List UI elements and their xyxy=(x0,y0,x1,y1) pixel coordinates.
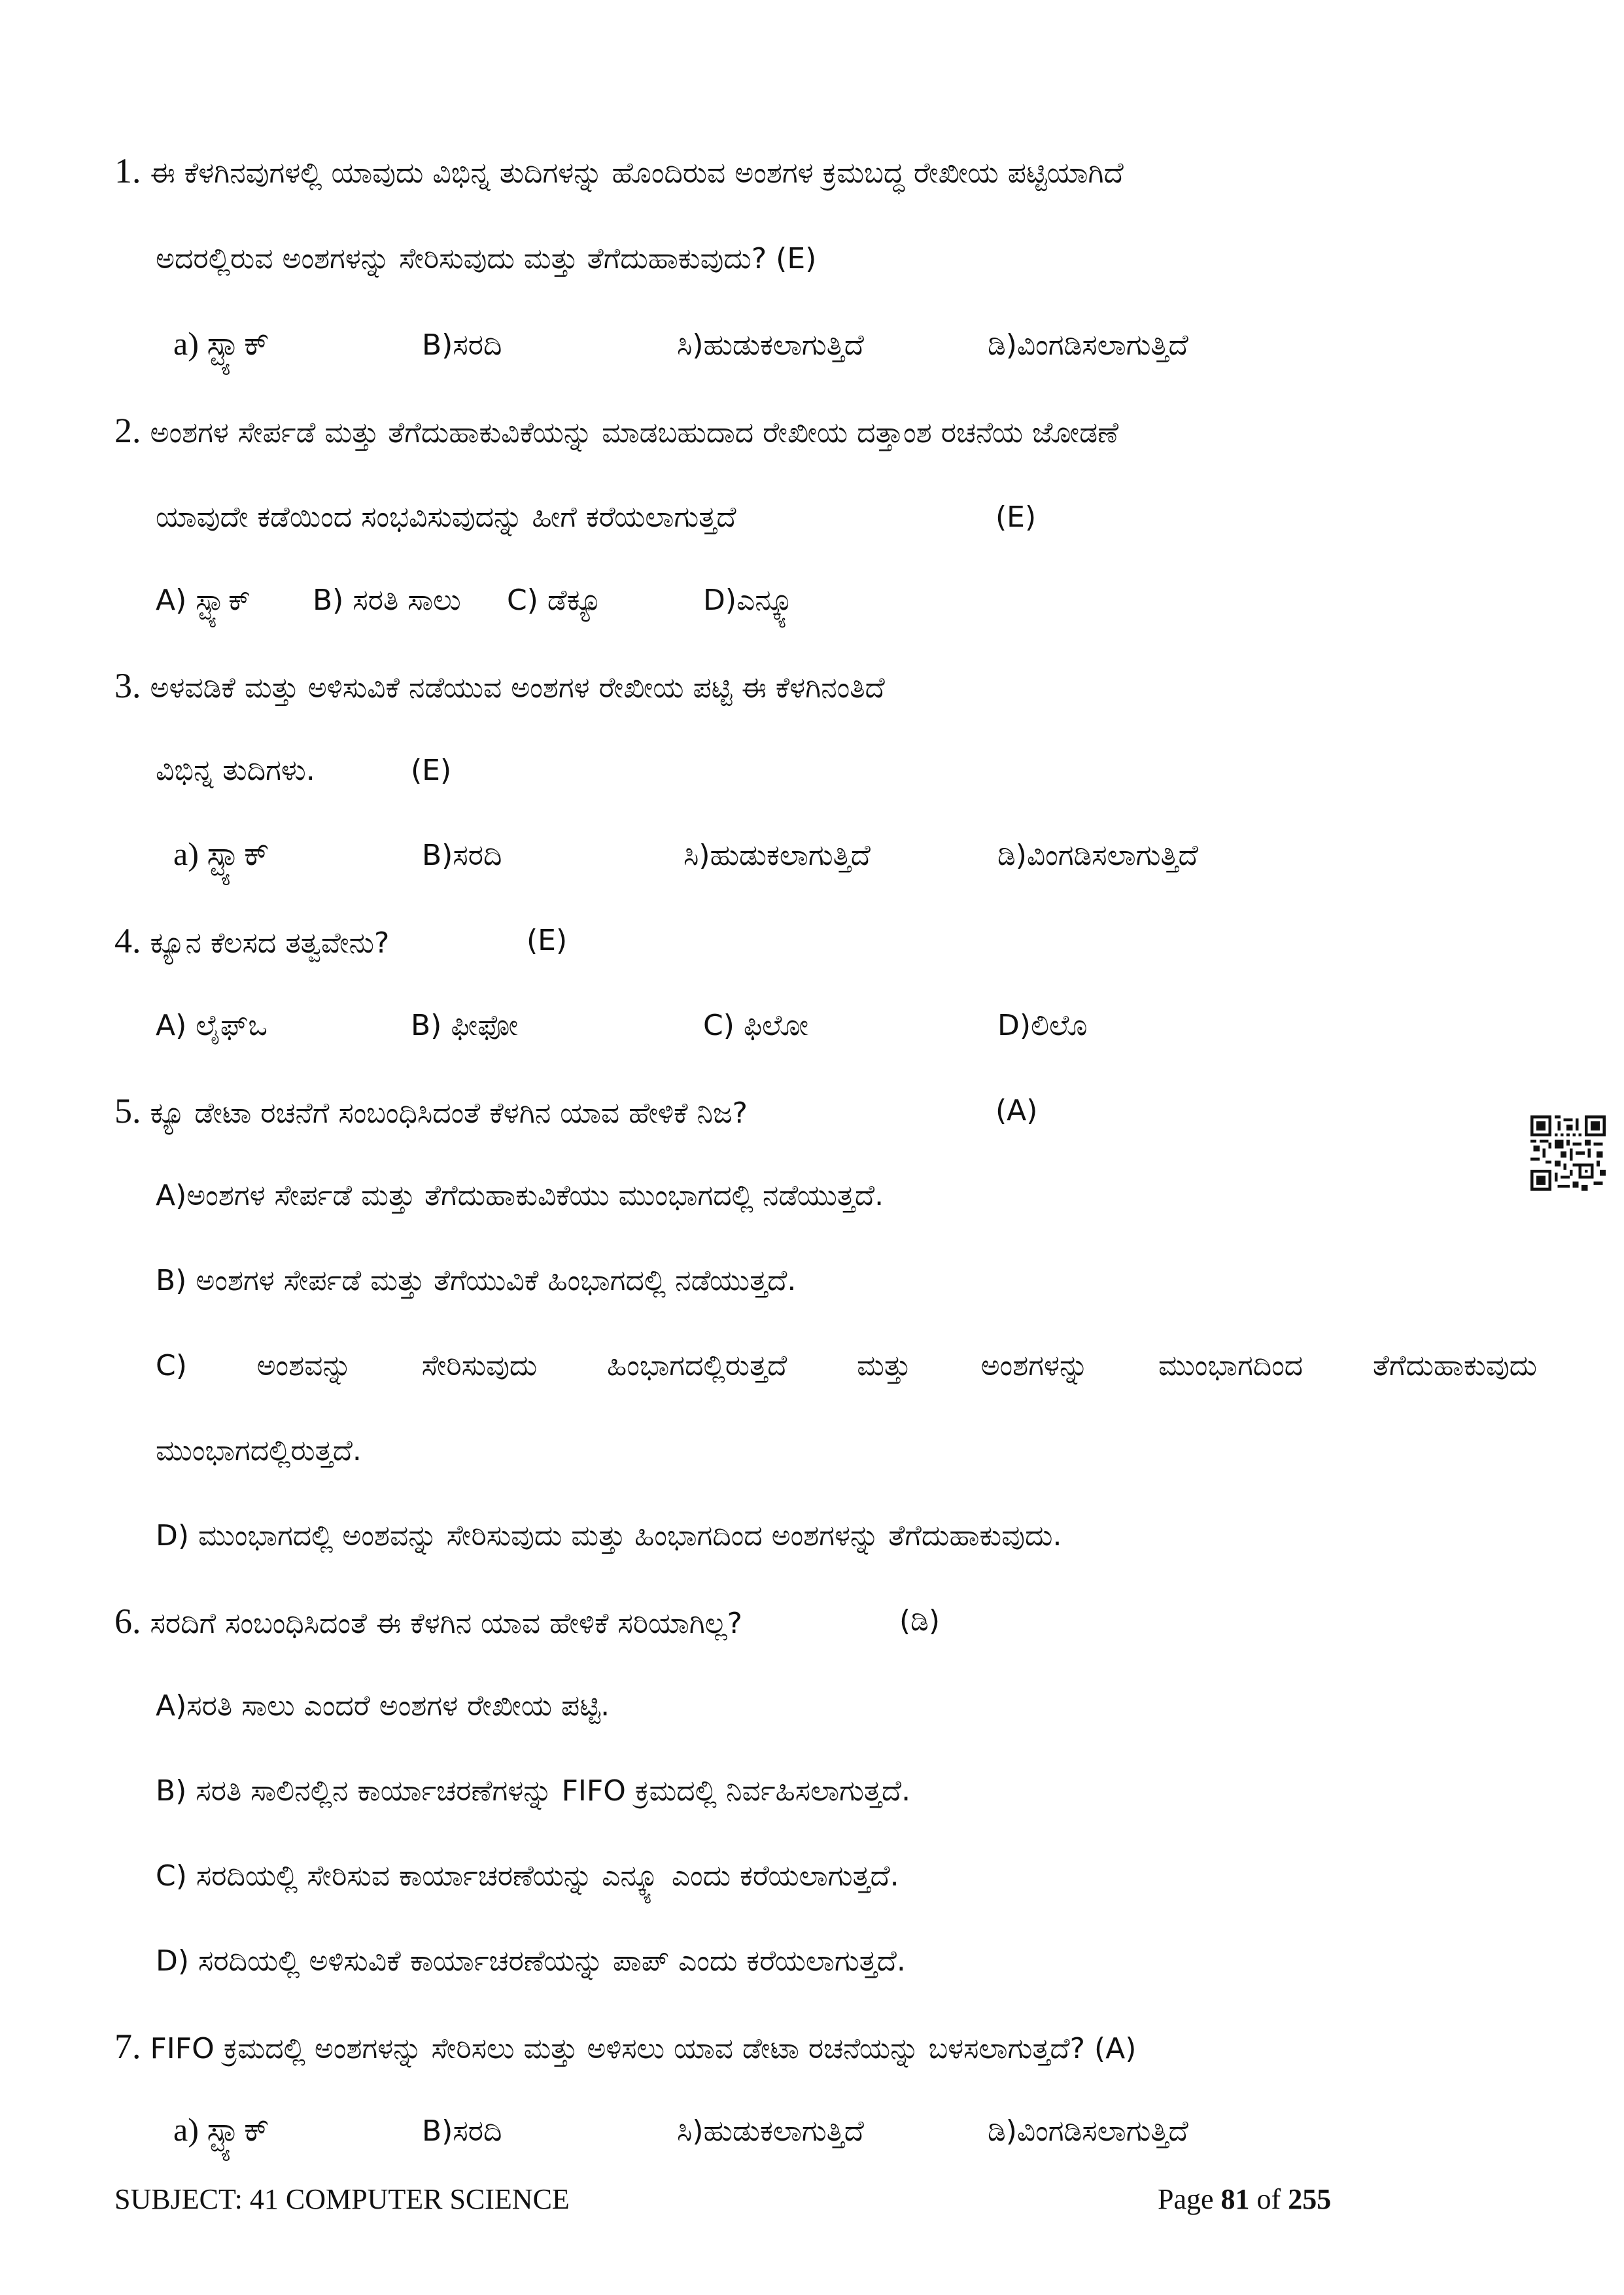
option-word: ಅಂಶಗಳನ್ನು xyxy=(980,1349,1089,1382)
option-a: A)ಸರತಿ ಸಾಲು ಎಂದರೆ ಅಂಶಗಳ ರೇಖೀಯ ಪಟ್ಟಿ. xyxy=(156,1689,610,1723)
option-word: ಮತ್ತು xyxy=(857,1349,911,1382)
option-word: ಹಿಂಭಾಗದಲ್ಲಿರುತ್ತದೆ xyxy=(606,1349,787,1382)
option-word: ಮುಂಭಾಗದಿಂದ xyxy=(1158,1349,1304,1382)
option-b: B) ಸರತಿ ಸಾಲು xyxy=(313,584,461,617)
option-a: a) ಸ್ಟ್ಯಾಕ್ xyxy=(173,325,269,362)
option-d: D) ಮುಂಭಾಗದಲ್ಲಿ ಅಂಶವನ್ನು ಸೇರಿಸುವುದು ಮತ್ತು ಹಿಂಭಾಗದಿಂದ ಅಂಶಗಳನ್ನು ತೆಗೆದುಹಾಕುವುದು. xyxy=(156,1519,1062,1552)
option-a: a) ಸ್ಟ್ಯಾಕ್ xyxy=(173,2111,269,2148)
option-word: C) xyxy=(156,1349,187,1382)
page-current: 81 xyxy=(1220,2183,1250,2215)
answer-key: (E) xyxy=(527,924,568,957)
option-word: ಸೇರಿಸುವುದು xyxy=(421,1349,538,1382)
option-word: ಅಂಶವನ್ನು xyxy=(256,1349,352,1382)
option-c: ಸಿ)ಹುಡುಕಲಾಗುತ್ತಿದೆ xyxy=(683,839,871,872)
option-d: D) ಸರದಿಯಲ್ಲಿ ಅಳಿಸುವಿಕೆ ಕಾರ್ಯಾಚರಣೆಯನ್ನು ಪಾಪ್ ಎಂದು ಕರೆಯಲಾಗುತ್ತದೆ. xyxy=(156,1944,906,1978)
question-2 xyxy=(114,412,1118,451)
page-total: 255 xyxy=(1288,2183,1332,2215)
option-word: ತೆಗೆದುಹಾಕುವುದು xyxy=(1372,1349,1537,1382)
question-number: 7. xyxy=(114,2027,141,2066)
question-text: FIFO ಕ್ರಮದಲ್ಲಿ ಅಂಶಗಳನ್ನು ಸೇರಿಸಲು ಮತ್ತು ಅಳಿಸಲು ಯಾವ ಡೇಟಾ ರಚನೆಯನ್ನು ಬಳಸಲಾಗುತ್ತದೆ? (A) xyxy=(150,2032,1137,2065)
option-b: B)ಸರದಿ xyxy=(422,328,502,362)
question-4 xyxy=(114,922,389,962)
question-7 xyxy=(114,2028,1136,2067)
option-b: B) ಫೀಫೋ xyxy=(411,1009,519,1042)
footer-page-number xyxy=(1158,2181,1331,2218)
option-a: A) ಲೈಫ್ಒ xyxy=(156,1009,268,1042)
question-1 xyxy=(114,152,1124,192)
option-d: ಡಿ)ವಿಂಗಡಿಸಲಾಗುತ್ತಿದೆ xyxy=(997,839,1198,872)
answer-key: (ಡಿ) xyxy=(899,1604,941,1638)
option-b: B)ಸರದಿ xyxy=(422,839,502,872)
question-text: ಸರದಿಗೆ ಸಂಬಂಧಿಸಿದಂತೆ ಈ ಕೆಳಗಿನ ಯಾವ ಹೇಳಿಕೆ ಸರಿಯಾಗಿಲ್ಲ? xyxy=(150,1607,742,1640)
option-d: D)ಎನ್ಕ್ಯೂ xyxy=(703,584,797,617)
option-b: B)ಸರದಿ xyxy=(422,2114,502,2148)
question-3-continuation: ವಿಭಿನ್ನ ತುದಿಗಳು. xyxy=(156,754,315,787)
option-d: ಡಿ)ವಿಂಗಡಿಸಲಾಗುತ್ತಿದೆ xyxy=(988,2114,1188,2148)
option-c: C) ಫಿಲೋ xyxy=(703,1009,809,1042)
question-text: ಕ್ಯೂನ ಕೆಲಸದ ತತ್ವವೇನು? xyxy=(150,926,390,960)
option-a: A)ಅಂಶಗಳ ಸೇರ್ಪಡೆ ಮತ್ತು ತೆಗೆದುಹಾಕುವಿಕೆಯು ಮುಂಭಾಗದಲ್ಲಿ ನಡೆಯುತ್ತದೆ. xyxy=(156,1179,884,1212)
question-5 xyxy=(114,1093,748,1132)
page-label: Page xyxy=(1158,2183,1214,2215)
option-c-continuation: ಮುಂಭಾಗದಲ್ಲಿರುತ್ತದೆ. xyxy=(156,1434,362,1467)
question-number: 4. xyxy=(114,921,141,960)
question-number: 6. xyxy=(114,1602,141,1641)
question-number: 3. xyxy=(114,666,141,705)
question-6 xyxy=(114,1603,742,1642)
option-c: C) ಡೆಕ್ಯೂ xyxy=(507,584,602,617)
option-a: a) ಸ್ಟ್ಯಾಕ್ xyxy=(173,835,269,872)
option-a: A) ಸ್ಟ್ಯಾಕ್ xyxy=(156,584,251,617)
question-text: ಅಳವಡಿಕೆ ಮತ್ತು ಅಳಿಸುವಿಕೆ ನಡೆಯುವ ಅಂಶಗಳ ರೇಖೀಯ ಪಟ್ಟಿ ಈ ಕೆಳಗಿನಂತಿದೆ xyxy=(150,671,885,705)
option-b: B) ಸರತಿ ಸಾಲಿನಲ್ಲಿನ ಕಾರ್ಯಾಚರಣೆಗಳನ್ನು FIFO ಕ್ರಮದಲ್ಲಿ ನಿರ್ವಹಿಸಲಾಗುತ್ತದೆ. xyxy=(156,1774,911,1808)
option-c xyxy=(156,1348,1537,1384)
answer-key: (A) xyxy=(995,1094,1038,1127)
question-3 xyxy=(114,667,885,707)
option-d: D)ಲಿಲೊ xyxy=(997,1009,1088,1042)
question-number: 1. xyxy=(114,151,141,190)
question-text: ಈ ಕೆಳಗಿನವುಗಳಲ್ಲಿ ಯಾವುದು ವಿಭಿನ್ನ ತುದಿಗಳನ್ನು ಹೊಂದಿರುವ ಅಂಶಗಳ ಕ್ರಮಬದ್ಧ ರೇಖೀಯ ಪಟ್ಟಿಯಾಗಿದೆ xyxy=(150,156,1124,190)
question-2-continuation: ಯಾವುದೇ ಕಡೆಯಿಂದ ಸಂಭವಿಸುವುದನ್ನು ಹೀಗೆ ಕರೆಯಲಾಗುತ್ತದೆ xyxy=(156,500,736,534)
option-d: ಡಿ)ವಿಂಗಡಿಸಲಾಗುತ್ತಿದೆ xyxy=(988,328,1188,362)
question-text: ಅಂಶಗಳ ಸೇರ್ಪಡೆ ಮತ್ತು ತೆಗೆದುಹಾಕುವಿಕೆಯನ್ನು ಮಾಡಬಹುದಾದ ರೇಖೀಯ ದತ್ತಾಂಶ ರಚನೆಯ ಜೋಡಣೆ xyxy=(150,416,1119,449)
question-number: 2. xyxy=(114,411,141,450)
question-number: 5. xyxy=(114,1091,141,1130)
footer-subject: SUBJECT: 41 COMPUTER SCIENCE xyxy=(114,2183,570,2215)
option-c: ಸಿ)ಹುಡುಕಲಾಗುತ್ತಿದೆ xyxy=(677,328,864,362)
option-c: C) ಸರದಿಯಲ್ಲಿ ಸೇರಿಸುವ ಕಾರ್ಯಾಚರಣೆಯನ್ನು ಎನ್ಕ್ಯೂ ಎಂದು ಕರೆಯಲಾಗುತ್ತದೆ. xyxy=(156,1859,899,1893)
option-c: ಸಿ)ಹುಡುಕಲಾಗುತ್ತಿದೆ xyxy=(677,2114,864,2148)
question-1-continuation: ಅದರಲ್ಲಿರುವ ಅಂಶಗಳನ್ನು ಸೇರಿಸುವುದು ಮತ್ತು ತೆಗೆದುಹಾಕುವುದು? (E) xyxy=(156,242,817,275)
question-text: ಕ್ಯೂ ಡೇಟಾ ರಚನೆಗೆ ಸಂಬಂಧಿಸಿದಂತೆ ಕೆಳಗಿನ ಯಾವ ಹೇಳಿಕೆ ನಿಜ? xyxy=(150,1096,748,1130)
page-of: of xyxy=(1256,2183,1281,2215)
answer-key: (E) xyxy=(995,500,1037,534)
option-b: B) ಅಂಶಗಳ ಸೇರ್ಪಡೆ ಮತ್ತು ತೆಗೆಯುವಿಕೆ ಹಿಂಭಾಗದಲ್ಲಿ ನಡೆಯುತ್ತದೆ. xyxy=(156,1264,797,1297)
qr-code-icon xyxy=(1530,1115,1606,1191)
answer-key: (E) xyxy=(411,754,452,787)
